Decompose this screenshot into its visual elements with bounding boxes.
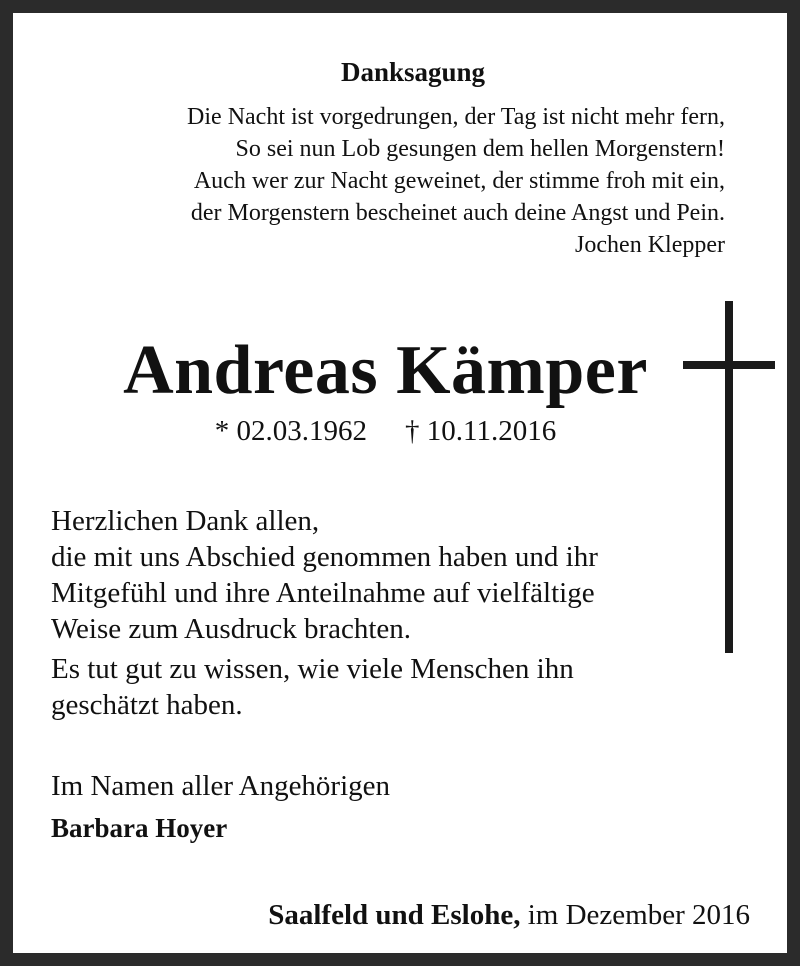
thanks-line: Es tut gut zu wissen, wie viele Menschen ihn <box>51 653 574 685</box>
thanks-line: geschätzt haben. <box>51 689 243 721</box>
place-date <box>268 899 750 932</box>
thanks-line: Mitgefühl und ihre Anteilnahme auf vielfältige <box>51 577 595 609</box>
life-dates <box>13 415 758 448</box>
cross-icon-bar <box>683 361 775 369</box>
poem-author: Jochen Klepper <box>575 232 725 258</box>
date: im Dezember 2016 <box>527 899 750 931</box>
poem <box>73 101 725 261</box>
death-date: † 10.11.2016 <box>405 415 557 447</box>
deceased-name: Andreas Kämper <box>123 332 648 409</box>
cross-icon <box>725 301 733 653</box>
birth-date: * 02.03.1962 <box>214 415 368 447</box>
place: Saalfeld und Eslohe, <box>268 899 521 931</box>
thanks-line: Weise zum Ausdruck brachten. <box>51 613 412 645</box>
thanks-paragraph <box>51 503 691 647</box>
poem-line: Auch wer zur Nacht geweinet, der stimme froh mit ein, <box>193 168 725 194</box>
thanks-paragraph-2 <box>51 651 691 723</box>
signer-name: Barbara Hoyer <box>51 813 228 843</box>
poem-line: Die Nacht ist vorgedrungen, der Tag ist nicht mehr fern, <box>187 104 725 130</box>
thanks-line: die mit uns Abschied genommen haben und ihr <box>51 541 598 573</box>
poem-line: So sei nun Lob gesungen dem hellen Morgenstern! <box>235 136 725 162</box>
poem-line: der Morgenstern bescheinet auch deine Angst und Pein. <box>190 200 725 226</box>
heading: Danksagung <box>340 57 486 87</box>
thanks-line: Herzlichen Dank allen, <box>51 505 320 537</box>
on-behalf-text: Im Namen aller Angehörigen <box>51 770 391 802</box>
